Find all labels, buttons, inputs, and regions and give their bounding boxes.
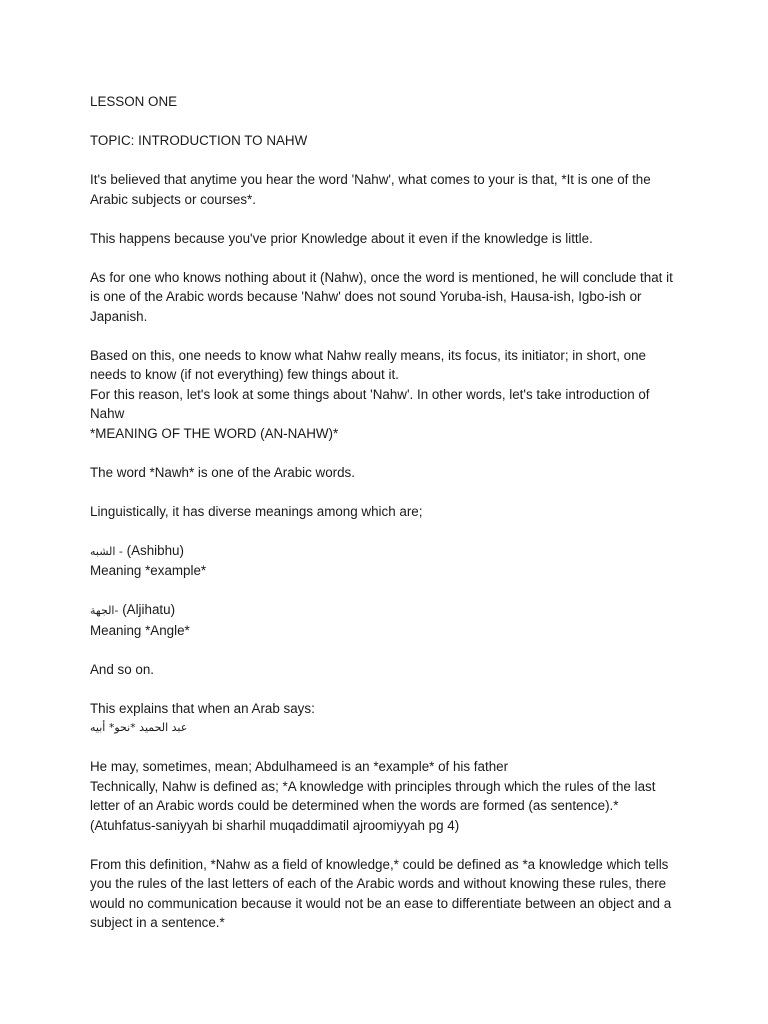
meaning1-arabic: الشبه - (90, 544, 123, 558)
linguistically-paragraph: Linguistically, it has diverse meanings among which are; (90, 503, 423, 519)
topic-heading: TOPIC: INTRODUCTION TO NAHW (90, 133, 308, 148)
arab-example-line (90, 718, 680, 738)
meaning2-translit: (Aljihatu) (118, 602, 176, 617)
lesson-title: LESSON ONE (90, 94, 178, 109)
citation: (Atuhfatus-saniyyah bi sharhil muqaddimatil ajroomiyyah pg 4) (90, 817, 460, 833)
for-this-reason-paragraph: For this reason, let's look at some things about 'Nahw'. In other words, let's take introduction of Nahw (90, 386, 650, 421)
from-definition-paragraph: From this definition, *Nahw as a field of knowledge,* could be defined as *a knowledge which tells you the rules of the last letters of each of the Arabic words and without knowing these rules, there would no communication because it would not be an ease to differentiate between an object and a subject in a sentence.* (90, 856, 672, 930)
prior-knowledge-paragraph: This happens because you've prior Knowledge about it even if the knowledge is little. (90, 230, 593, 246)
based-on-this-paragraph: Based on this, one needs to know what Nahw really means, its focus, its initiator; in short, one needs to know (if not everything) few things about it. (90, 347, 646, 382)
knows-nothing-paragraph: As for one who knows nothing about it (Nahw), once the word is mentioned, he will conclude that it is one of the Arabic words because 'Nahw' does not sound Yoruba-ish, Hausa-ish, Igbo-ish or Japanish. (90, 269, 673, 324)
document-page (90, 92, 680, 933)
meaning-heading: *MEANING OF THE WORD (AN-NAHW)* (90, 425, 339, 441)
meaning2-meaning: Meaning *Angle* (90, 622, 190, 638)
and-so-on: And so on. (90, 661, 155, 677)
word-nawh-paragraph: The word *Nawh* is one of the Arabic words. (90, 464, 355, 480)
may-mean-paragraph: He may, sometimes, mean; Abdulhameed is an *example* of his father (90, 759, 509, 774)
explains-paragraph: This explains that when an Arab says: (90, 700, 315, 716)
arab-example: عبد الحميد *نحو* أبيه (90, 721, 188, 734)
meaning2-line (90, 600, 680, 621)
meaning2-arabic: الجهة- (90, 604, 119, 617)
intro-paragraph: It's believed that anytime you hear the word 'Nahw', what comes to your is that, *It is one of the Arabic subjects or courses*. (90, 172, 651, 207)
meaning1-line (90, 541, 680, 562)
technically-paragraph: Technically, Nahw is defined as; *A knowledge with principles through which the rules of the last letter of an Arabic words could be determined when the words are formed (as sentence).* (90, 778, 656, 813)
meaning1-meaning: Meaning *example* (90, 563, 207, 578)
meaning1-translit: (Ashibhu) (122, 542, 184, 558)
